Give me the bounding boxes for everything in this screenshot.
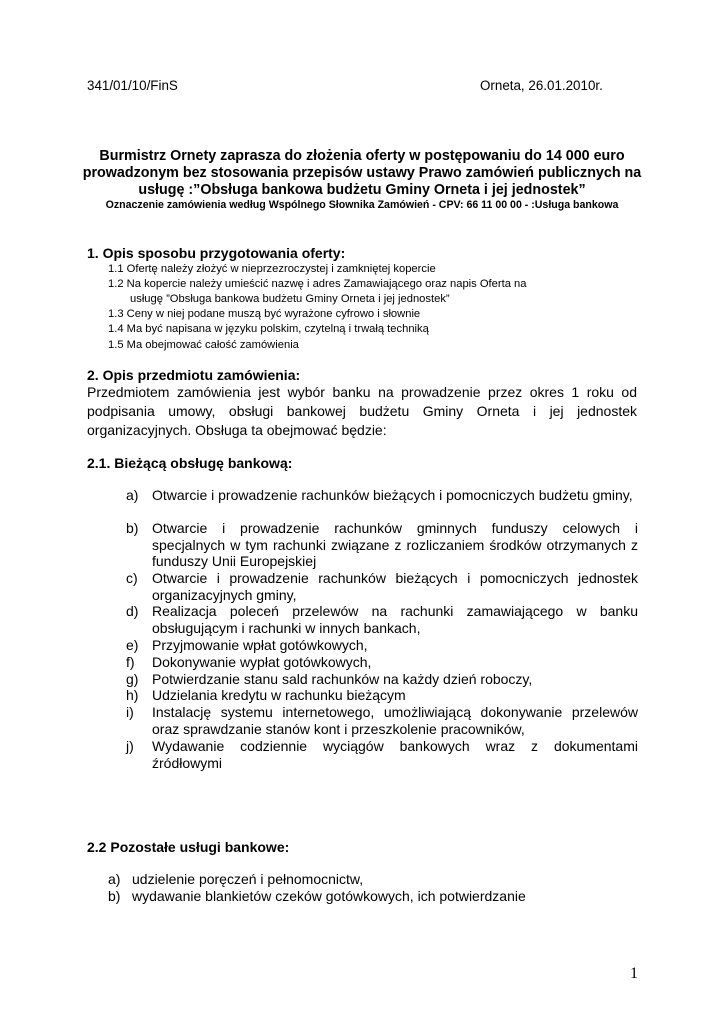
section-1-item: 1.3 Ceny w niej podane muszą być wyrażone cyfrowo i słownie	[108, 308, 421, 320]
list-item-text: Dokonywanie wypłat gotówkowych,	[152, 654, 372, 670]
list-item	[126, 738, 638, 771]
list-item	[126, 570, 638, 603]
list-item-text: Otwarcie i prowadzenie rachunków bieżących i pomocniczych budżetu gminy,	[152, 487, 633, 503]
list-item	[126, 520, 638, 570]
list-marker: i)	[126, 704, 134, 720]
list-item	[126, 603, 638, 636]
list-item-text: Otwarcie i prowadzenie rachunków gminnych funduszy celowych i specjalnych w tym rachunki związane z rozliczaniem środków otrzymanych z funduszy Unii Europejskiej	[152, 520, 638, 569]
section-1-item: 1.1 Ofertę należy złożyć w nieprzezroczystej i zamkniętej kopercie	[108, 263, 436, 275]
section-1-item: usługę ”Obsługa bankowa budżetu Gminy Orneta i jej jednostek”	[130, 293, 450, 305]
list-marker: b)	[108, 888, 121, 904]
list-item	[126, 671, 638, 688]
list-marker: j)	[126, 738, 134, 754]
document-title: Burmistrz Ornety zaprasza do złożenia oferty w postępowaniu do 14 000 euro prowadzonym bez stosowania przepisów ustawy Prawo zamówień publicznych na usługę :”Obsługa bankowa budżetu Gminy Orneta i jej jednostek”	[82, 148, 642, 198]
section-2-paragraph: Przedmiotem zamówienia jest wybór banku na prowadzenie przez okres 1 roku od podpisania umowy, obsługi bankowej budżetu Gminy Orneta i jej jednostek organizacyjnych. Obsługa ta obejmować będzie:	[87, 384, 637, 438]
list-item	[126, 487, 638, 504]
list-item-text: Udzielania kredytu w rachunku bieżącym	[152, 687, 406, 703]
list-item-text: wydawanie blankietów czeków gotówkowych, ich potwierdzanie	[132, 888, 526, 904]
section-2-2-heading: 2.2 Pozostałe usługi bankowe:	[87, 839, 290, 855]
section-1-item: 1.5 Ma obejmować całość zamówienia	[108, 339, 299, 351]
page-number: 1	[630, 965, 638, 982]
list-item-text: Instalację systemu internetowego, umożliwiającą dokonywanie przelewów oraz sprawdzanie stanów kont i przeszkolenie pracowników,	[152, 704, 638, 737]
list-marker: e)	[126, 637, 139, 653]
list-marker: d)	[126, 603, 139, 619]
list-item	[126, 654, 638, 671]
list-marker: c)	[126, 570, 138, 586]
list-item-text: Realizacja poleceń przelewów na rachunki zamawiającego w banku obsługującym i rachunki w innych bankach,	[152, 603, 638, 636]
place-date: Orneta, 26.01.2010r.	[480, 78, 603, 93]
list-item	[108, 871, 638, 888]
list-marker: a)	[126, 487, 139, 503]
list-item-text: Otwarcie i prowadzenie rachunków bieżących i pomocniczych jednostek organizacyjnych gminy,	[152, 570, 638, 603]
list-marker: g)	[126, 671, 139, 687]
section-1-item: 1.4 Ma być napisana w języku polskim, czytelną i trwałą techniką	[108, 323, 429, 335]
list-item	[126, 687, 638, 704]
list-item	[126, 704, 638, 737]
list-item	[126, 637, 638, 654]
list-marker: f)	[126, 654, 135, 670]
list-item-text: Wydawanie codziennie wyciągów bankowych wraz z dokumentami źródłowymi	[152, 738, 638, 771]
list-marker: b)	[126, 520, 139, 536]
list-item-text: udzielenie poręczeń i pełnomocnictw,	[132, 871, 364, 887]
document-subtitle: Oznaczenie zamówienia według Wspólnego Słownika Zamówień - CPV: 66 11 00 00 - :Usługa bankowa	[105, 199, 619, 211]
section-1-heading: 1. Opis sposobu przygotowania oferty:	[87, 245, 346, 261]
list-marker: h)	[126, 687, 139, 703]
list-item	[108, 888, 638, 905]
section-2-1-heading: 2.1. Bieżącą obsługę bankową:	[87, 455, 293, 471]
section-1-item: 1.2 Na kopercie należy umieścić nazwę i adres Zamawiającego oraz napis Oferta na	[108, 278, 527, 290]
list-item-text: Przyjmowanie wpłat gotówkowych,	[152, 637, 368, 653]
section-2-heading: 2. Opis przedmiotu zamówienia:	[87, 367, 301, 383]
list-item-text: Potwierdzanie stanu sald rachunków na każdy dzień roboczy,	[152, 671, 533, 687]
list-marker: a)	[108, 871, 121, 887]
reference-number: 341/01/10/FinS	[87, 78, 178, 93]
